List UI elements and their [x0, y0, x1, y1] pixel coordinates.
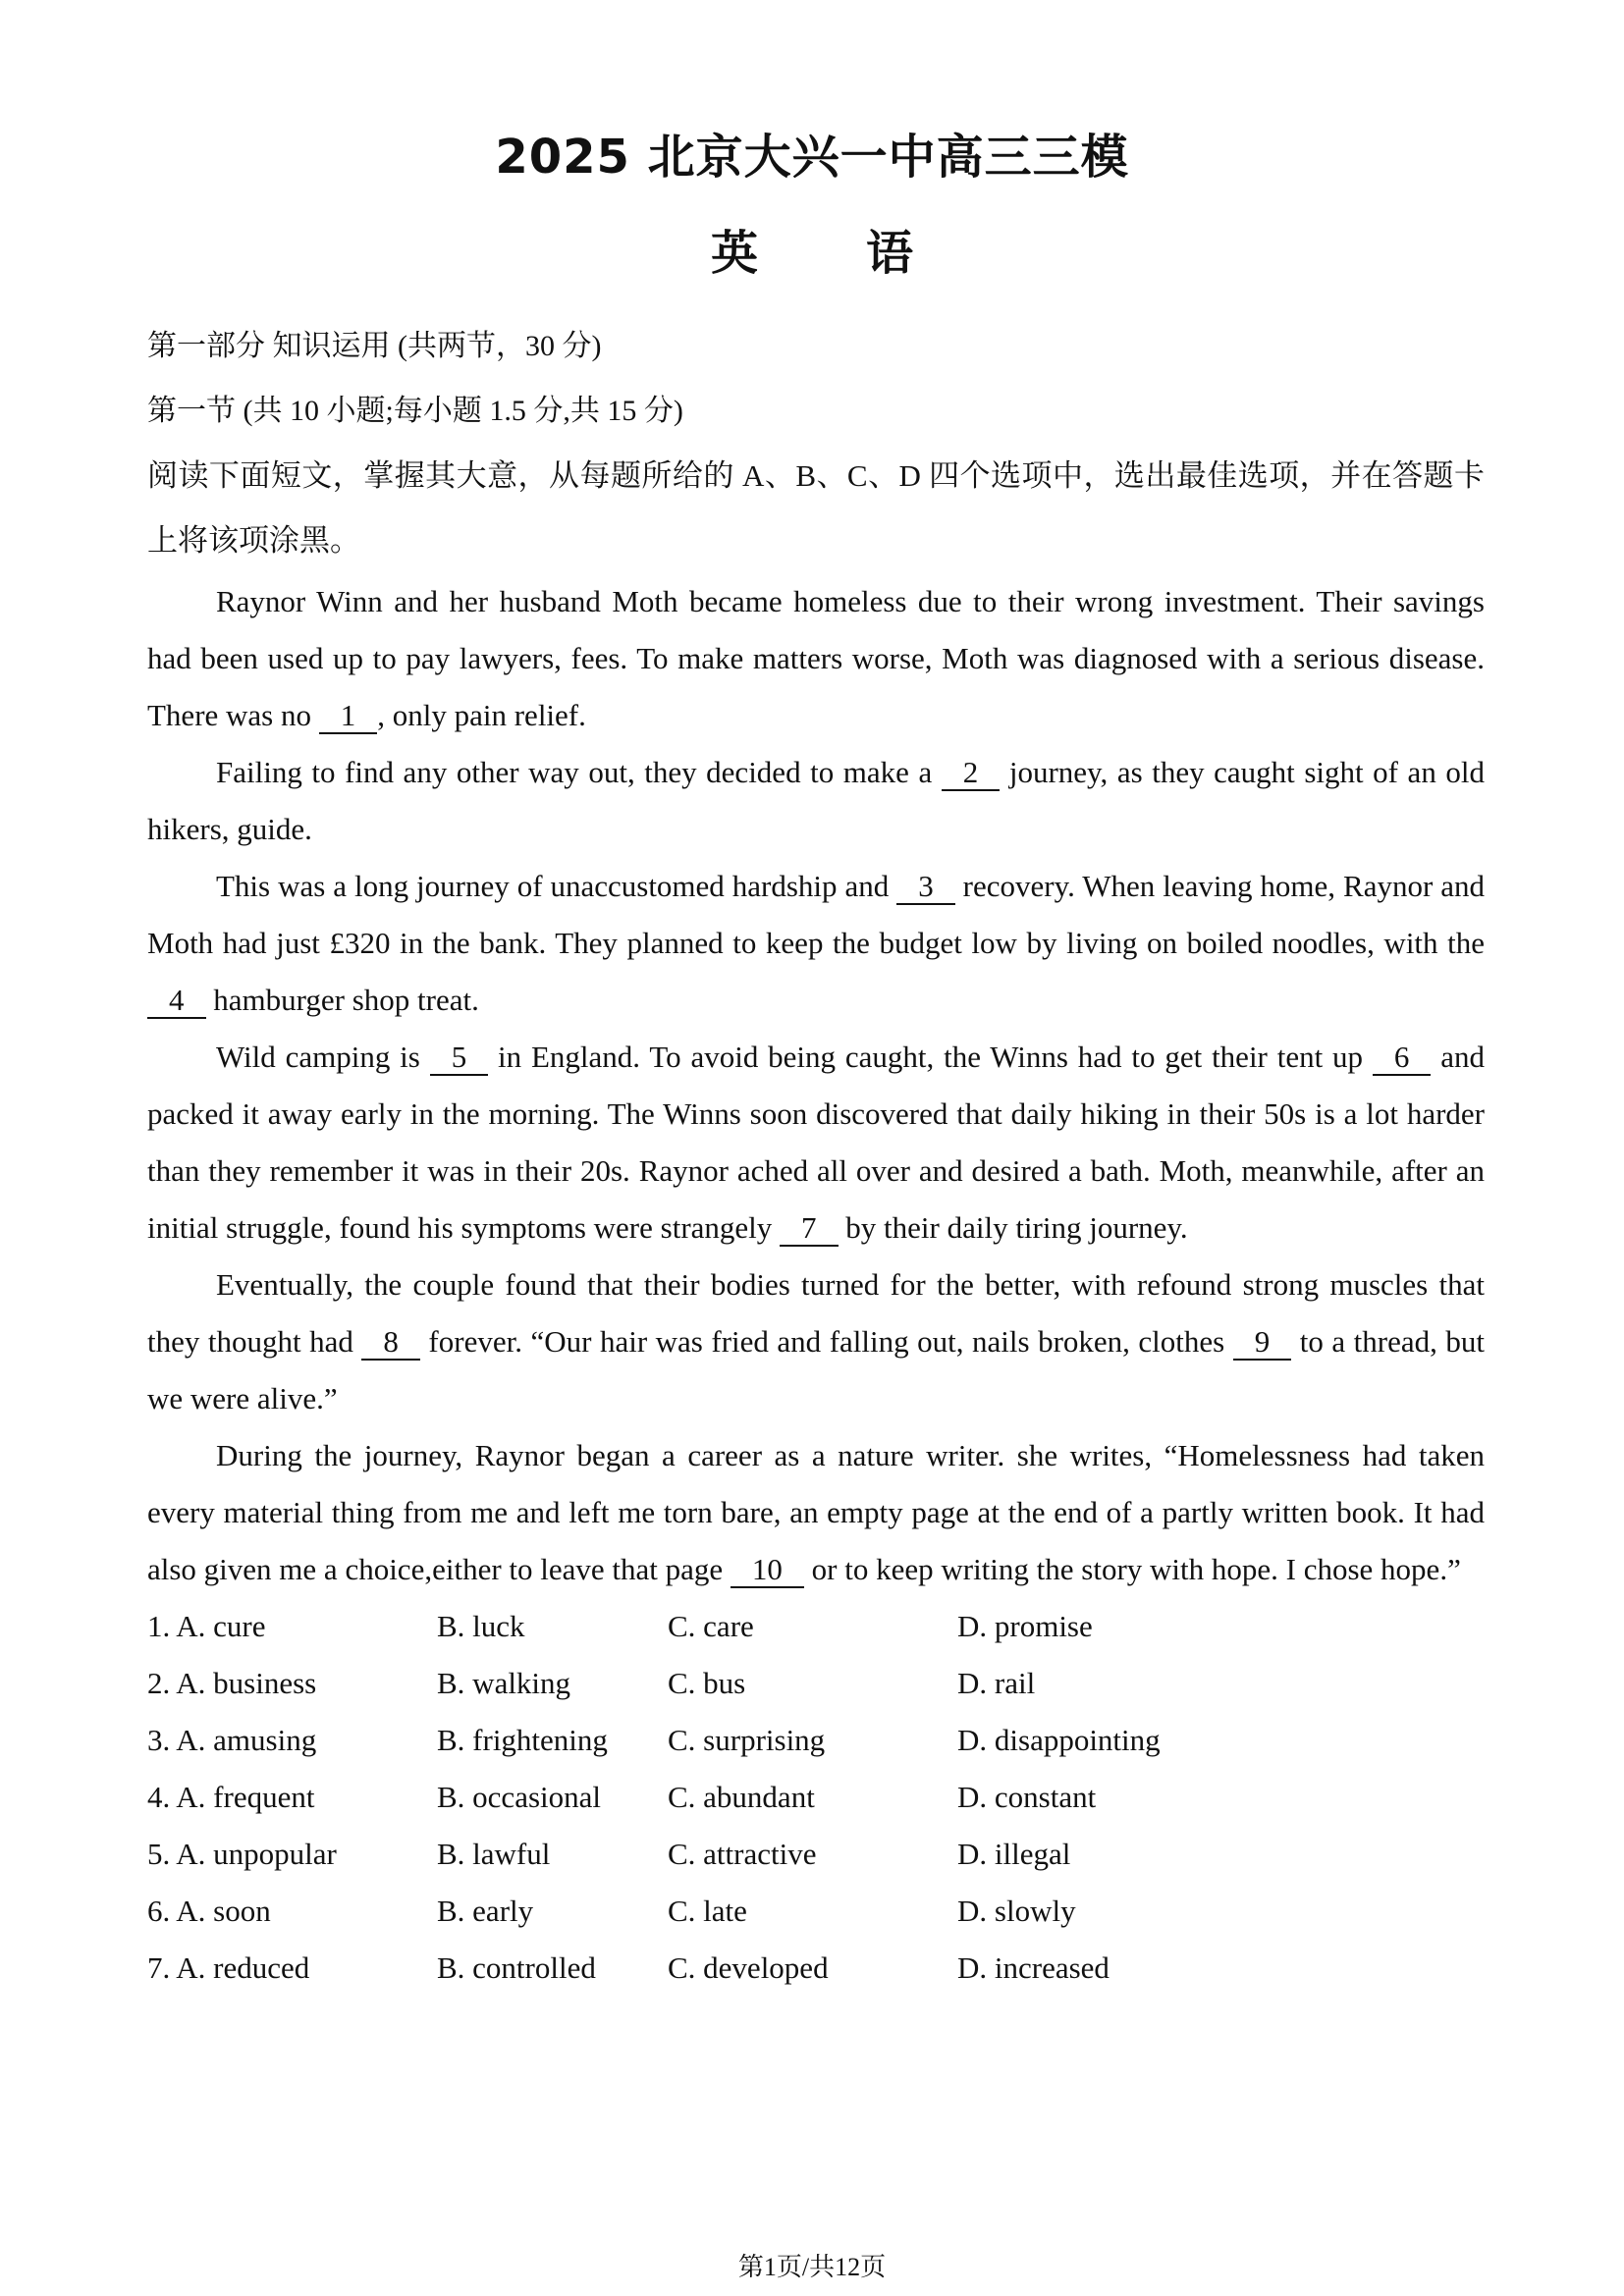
blank-7: 7 — [780, 1211, 839, 1247]
option-b: B. occasional — [437, 1780, 602, 1814]
subject-char-1: 英 — [710, 226, 758, 281]
option-c: C. attractive — [668, 1837, 817, 1871]
blank-1: 1 — [319, 699, 378, 734]
blank-9: 9 — [1233, 1325, 1292, 1361]
page-number: 第1页/共12页 — [737, 2253, 887, 2281]
option-d: D. increased — [957, 1950, 1110, 1985]
passage-paragraph-3: This was a long journey of unaccustomed hardship and 3 recovery. When leaving home, Raynor and Moth had just £320 in the bank. They planned to keep the budget low by living on boiled noodles, with the 4 hamburger shop treat. — [147, 869, 1485, 1017]
option-d: D. slowly — [957, 1894, 1076, 1928]
passage-paragraph-2: Failing to find any other way out, they decided to make a 2 journey, as they caught sight of an old hikers, guide. — [147, 755, 1485, 846]
option-b: B. controlled — [437, 1950, 596, 1985]
option-row-4 — [147, 1769, 1485, 1826]
option-a: 5. A. unpopular — [147, 1837, 337, 1871]
section-heading: 第一节 (共 10 小题;每小题 1.5 分,共 15 分) — [147, 395, 683, 427]
blank-10: 10 — [731, 1553, 804, 1588]
blank-2: 2 — [942, 756, 1001, 791]
blank-3: 3 — [896, 870, 955, 905]
option-d: D. illegal — [957, 1837, 1071, 1871]
directions: 阅读下面短文，掌握其大意，从每题所给的 A、B、C、D 四个选项中，选出最佳选项，并在答题卡上将该项涂黑。 — [147, 458, 1485, 558]
option-a: 3. A. amusing — [147, 1723, 317, 1757]
option-b: B. frightening — [437, 1723, 608, 1757]
exam-content — [147, 314, 1485, 1997]
option-c: C. surprising — [668, 1723, 826, 1757]
option-a: 4. A. frequent — [147, 1780, 315, 1814]
option-a: 2. A. business — [147, 1666, 317, 1700]
option-b: B. luck — [437, 1609, 525, 1643]
subject-title — [0, 222, 1624, 285]
option-d: D. constant — [957, 1780, 1097, 1814]
passage-paragraph-4: Wild camping is 5 in England. To avoid being caught, the Winns had to get their tent up 6 and packed it away early in the morning. The Winns soon discovered that daily hiking in their 50s is a lot harder than they remember it was in their 20s. Raynor ached all over and desired a bath. Moth, meanwhile, after an initial struggle, found his symptoms were strangely 7 by their daily tiring journey. — [147, 1040, 1485, 1245]
blank-8: 8 — [361, 1325, 420, 1361]
option-row-7 — [147, 1940, 1485, 1997]
blank-4: 4 — [147, 984, 206, 1019]
option-c: C. abundant — [668, 1780, 815, 1814]
passage-paragraph-6: During the journey, Raynor began a career as a nature writer. she writes, “Homelessness had taken every material thing from me and left me torn bare, an empty page at the end of a partly written book. It had also given me a choice,either to leave that page 10 or to keep writing the story with hope. I chose hope.” — [147, 1438, 1485, 1586]
passage-paragraph-5: Eventually, the couple found that their bodies turned for the better, with refound strong muscles that they thought had 8 forever. “Our hair was fried and falling out, nails broken, clothes 9 to a thread, but we were alive.” — [147, 1267, 1485, 1415]
option-d: D. disappointing — [957, 1723, 1161, 1757]
answer-options — [147, 1598, 1485, 1997]
option-a: 7. A. reduced — [147, 1950, 310, 1985]
part-heading: 第一部分 知识运用 (共两节，30 分) — [147, 330, 602, 362]
blank-6: 6 — [1373, 1041, 1432, 1076]
option-c: C. late — [668, 1894, 747, 1928]
option-row-3 — [147, 1712, 1485, 1769]
option-c: C. care — [668, 1609, 754, 1643]
option-b: B. lawful — [437, 1837, 551, 1871]
option-c: C. bus — [668, 1666, 746, 1700]
subject-char-2: 语 — [866, 226, 914, 281]
option-b: B. early — [437, 1894, 534, 1928]
option-b: B. walking — [437, 1666, 571, 1700]
option-c: C. developed — [668, 1950, 829, 1985]
option-a: 6. A. soon — [147, 1894, 271, 1928]
exam-title: 2025 北京大兴一中高三三模 — [495, 130, 1129, 185]
option-row-6 — [147, 1883, 1485, 1940]
option-d: D. promise — [957, 1609, 1093, 1643]
option-row-1 — [147, 1598, 1485, 1655]
option-row-5 — [147, 1826, 1485, 1883]
option-a: 1. A. cure — [147, 1609, 266, 1643]
option-d: D. rail — [957, 1666, 1036, 1700]
option-row-2 — [147, 1655, 1485, 1712]
passage-paragraph-1: Raynor Winn and her husband Moth became homeless due to their wrong investment. Their savings had been used up to pay lawyers, fees. To make matters worse, Moth was diagnosed with a serious disease. There was no 1 , only pain relief. — [147, 584, 1485, 732]
blank-5: 5 — [430, 1041, 489, 1076]
